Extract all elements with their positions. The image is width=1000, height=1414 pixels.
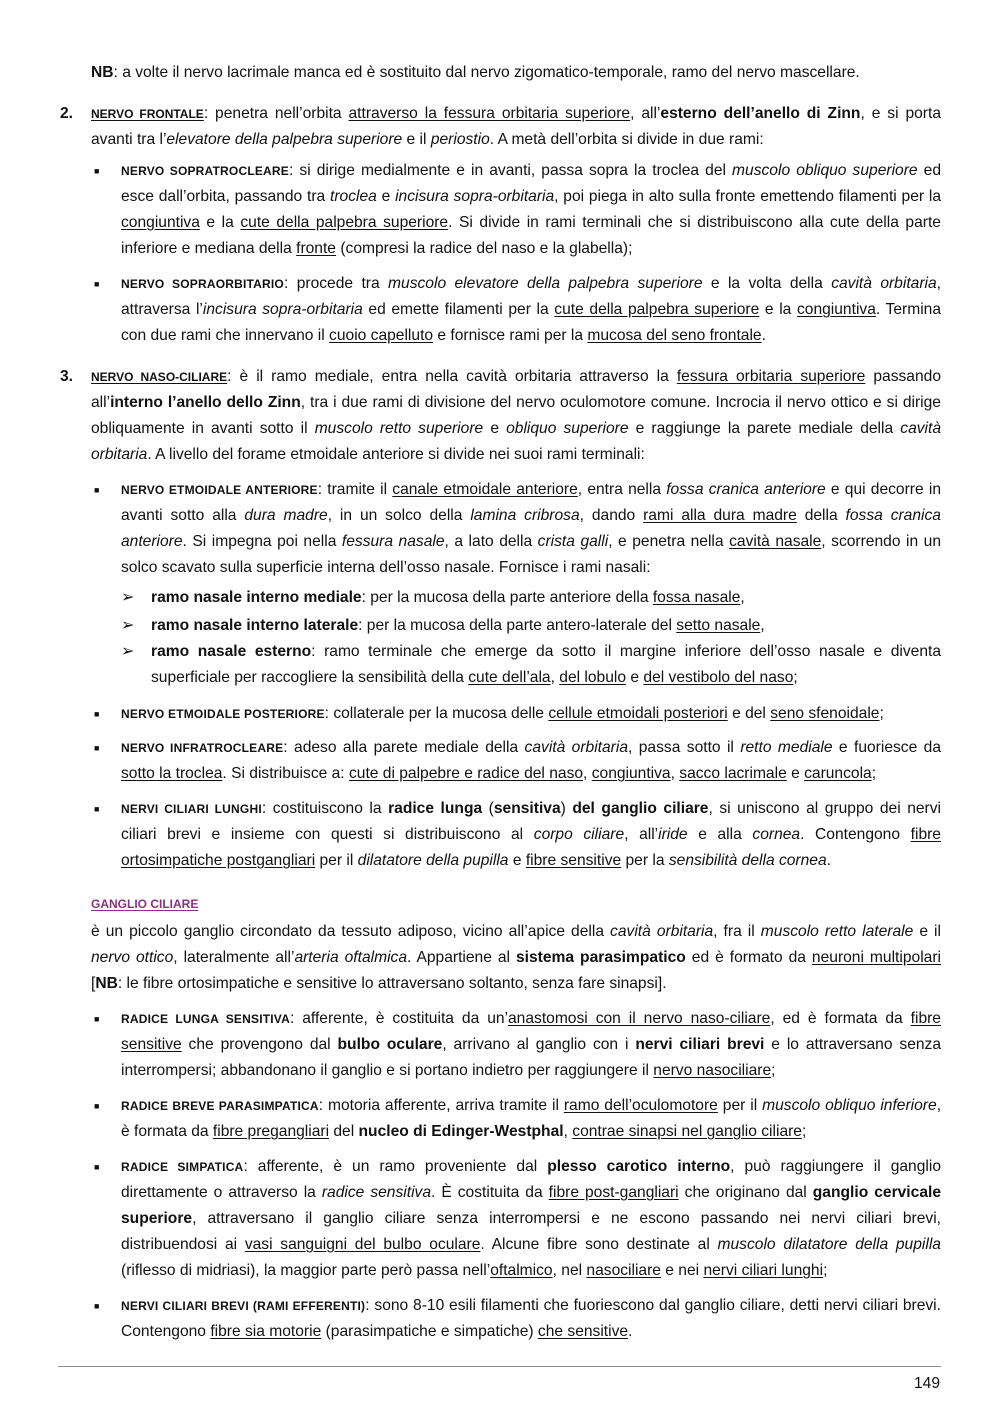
bullet-nervo-etmoidale-posteriore (94, 701, 941, 727)
page-number: 149 (913, 1375, 940, 1392)
bullet-marker: ■ (94, 743, 100, 753)
bullet-text: RADICE BREVE PARASIMPATICA: motoria afferente, arriva tramite il ramo dell’oculomotore per il muscolo obliquo inferiore, è formata da fibre pregangliari del nucleo di Edinger-Westphal, contrae sinapsi nel ganglio ciliare; (121, 1097, 942, 1140)
arrow-marker: ➢ (121, 589, 135, 606)
bullet-text: NERVO INFRATROCLEARE: adeso alla parete mediale della cavità orbitaria, passa sotto il retto mediale e fuoriesce da sotto la troclea. Si distribuisce a: cute di palpebre e radice del naso, congiuntiva, sacco lacrimale e caruncola; (121, 739, 942, 782)
bullet-text: RADICE SIMPATICA: afferente, è un ramo proveniente dal plesso carotico interno, può raggiungere il ganglio direttamente o attraverso la radice sensitiva. È costituita da fibre post-gangliari che originano dal ganglio cervicale superiore, attraversano il ganglio ciliare senza interrompersi e ne escono passando nei nervi ciliari brevi, distribuendosi ai vasi sanguigni del bulbo oculare. Alcune fibre sono destinate al muscolo dilatatore della pupilla (riflesso di midriasi), la maggior parte però passa nell’oftalmico, nel nasociliare e nei nervi ciliari lunghi; (121, 1158, 941, 1279)
item-number: 3. (60, 368, 74, 385)
bullet-marker: ■ (94, 1101, 100, 1111)
item-text: NERVO NASO-CILIARE: è il ramo mediale, entra nella cavità orbitaria attraverso la fessura orbitaria superiore passando all’interno l’anello dello Zinn, tra i due rami di divisione del nervo oculomotore comune. Incrocia il nervo ottico e si dirige obliquamente in avanti sotto il muscolo retto superiore e obliquo superiore e raggiunge la parete mediale della cavità orbitaria. A livello del forame etmoidale anteriore si divide nei suoi rami terminali: (91, 368, 942, 463)
bullet-nervi-ciliari-lunghi (94, 796, 942, 874)
bullet-marker: ■ (94, 166, 100, 176)
bullet-marker: ■ (94, 279, 100, 289)
bullet-text: NERVO SOPRAORBITARIO: procede tra muscolo elevatore della palpebra superiore e la volta della cavità orbitaria, attraversa l’incisura sopra-orbitaria ed emette filamenti per la cute della palpebra superiore e la congiuntiva. Termina con due rami che innervano il cuoio capelluto e fornisce rami per la mucosa del seno frontale. (121, 275, 942, 344)
bullet-radice-lunga-sensitiva (94, 1006, 942, 1084)
bullet-nervo-sopraorbitario (94, 271, 942, 349)
sub-item-ramo-nasale-esterno (121, 639, 941, 691)
bullet-nervi-ciliari-brevi (94, 1293, 941, 1345)
sub-item-text: ramo nasale esterno: ramo terminale che emerge da sotto il margine inferiore dell’osso nasale e diventa superficiale per raccogliere la sensibilità della cute dell’ala, del lobulo e del vestibolo del naso; (151, 643, 941, 686)
bullet-text: NERVI CILIARI BREVI (RAMI EFFERENTI): sono 8-10 esili filamenti che fuoriescono dal ganglio ciliare, detti nervi ciliari brevi. Contengono fibre sia motorie (parasimpatiche e simpatiche) che sensitive. (121, 1297, 941, 1340)
bullet-nervo-etmoidale-anteriore (94, 477, 941, 581)
bullet-nervo-sopratrocleare (94, 158, 941, 262)
bullet-marker: ■ (94, 804, 100, 814)
bullet-text: RADICE LUNGA SENSITIVA: afferente, è costituita da un’anastomosi con il nervo naso-ciliare, ed è formata da fibre sensitive che provengono dal bulbo oculare, arrivano al ganglio con i nervi ciliari brevi e lo attraversano senza interrompersi; abbandonano il ganglio e si portano indietro per raggiungere il nervo nasociliare; (121, 1010, 942, 1079)
bullet-marker: ■ (94, 1014, 100, 1024)
footer-divider (58, 1366, 941, 1367)
list-item-nervo-frontale (60, 101, 941, 153)
bullet-radice-breve-parasimpatica (94, 1093, 942, 1145)
bullet-text: NERVO SOPRATROCLEARE: si dirige medialmente e in avanti, passa sopra la troclea del muscolo obliquo superiore ed esce dall’orbita, passando tra troclea e incisura sopra-orbitaria, poi piega in alto sulla fronte emettendo filamenti per la congiuntiva e la cute della palpebra superiore. Si divide in rami terminali che si distribuiscono alla cute della parte inferiore e mediana della fronte (compresi la radice del naso e la glabella); (121, 162, 941, 257)
bullet-marker: ■ (94, 485, 100, 495)
list-item-nervo-naso-ciliare (60, 364, 942, 468)
bullet-text: NERVI CILIARI LUNGHI: costituiscono la radice lunga (sensitiva) del ganglio ciliare, si uniscono al gruppo dei nervi ciliari brevi e insieme con questi si distribuiscono al corpo ciliare, all’iride e alla cornea. Contengono fibre ortosimpatiche postgangliari per il dilatatore della pupilla e fibre sensitive per la sensibilità della cornea. (121, 800, 942, 869)
sub-item-text: ramo nasale interno laterale: per la mucosa della parte antero-laterale del setto nasale, (151, 617, 765, 634)
bullet-radice-simpatica (94, 1154, 941, 1284)
sub-item-text: ramo nasale interno mediale: per la mucosa della parte anteriore della fossa nasale, (151, 589, 745, 606)
section-title: GANGLIO CILIARE (91, 897, 199, 911)
bullet-marker: ■ (94, 709, 100, 719)
sub-item-ramo-nasale-interno-laterale (121, 613, 941, 639)
ganglio-intro: è un piccolo ganglio circondato da tessuto adiposo, vicino all’apice della cavità orbitaria, fra il muscolo retto laterale e il nervo ottico, lateralmente all’arteria oftalmica. Appartiene al sistema parasimpatico ed è formato da neuroni multipolari [NB: le fibre ortosimpatiche e sensitive lo attraversano soltanto, senza fare sinapsi]. (91, 923, 941, 992)
arrow-marker: ➢ (121, 617, 135, 634)
bullet-nervo-infratrocleare (94, 735, 942, 787)
item-number: 2. (60, 105, 74, 122)
sub-item-ramo-nasale-interno-mediale (121, 585, 941, 611)
bullet-marker: ■ (94, 1162, 100, 1172)
arrow-marker: ➢ (121, 643, 135, 660)
section-title-ganglio-ciliare (91, 891, 941, 917)
bullet-text: NERVO ETMOIDALE POSTERIORE: collaterale per la mucosa delle cellule etmoidali posteriori e del seno sfenoidale; (121, 705, 884, 722)
bullet-text: NERVO ETMOIDALE ANTERIORE: tramite il canale etmoidale anteriore, entra nella fossa cranica anteriore e qui decorre in avanti sotto alla dura madre, in un solco della lamina cribrosa, dando rami alla dura madre della fossa cranica anteriore. Si impegna poi nella fessura nasale, a lato della crista galli, e penetra nella cavità nasale, scorrendo in un solco scavato sulla superficie interna dell’osso nasale. Fornisce i rami nasali: (121, 481, 941, 576)
bullet-marker: ■ (94, 1301, 100, 1311)
item-text: NERVO FRONTALE: penetra nell’orbita attraverso la fessura orbitaria superiore, all’esterno dell’anello di Zinn, e si porta avanti tra l’elevatore della palpebra superiore e il periostio. A metà dell’orbita si divide in due rami: (91, 105, 941, 148)
nb-note: NB: a volte il nervo lacrimale manca ed è sostituito dal nervo zigomatico-temporale, ramo del nervo mascellare. (91, 64, 860, 81)
